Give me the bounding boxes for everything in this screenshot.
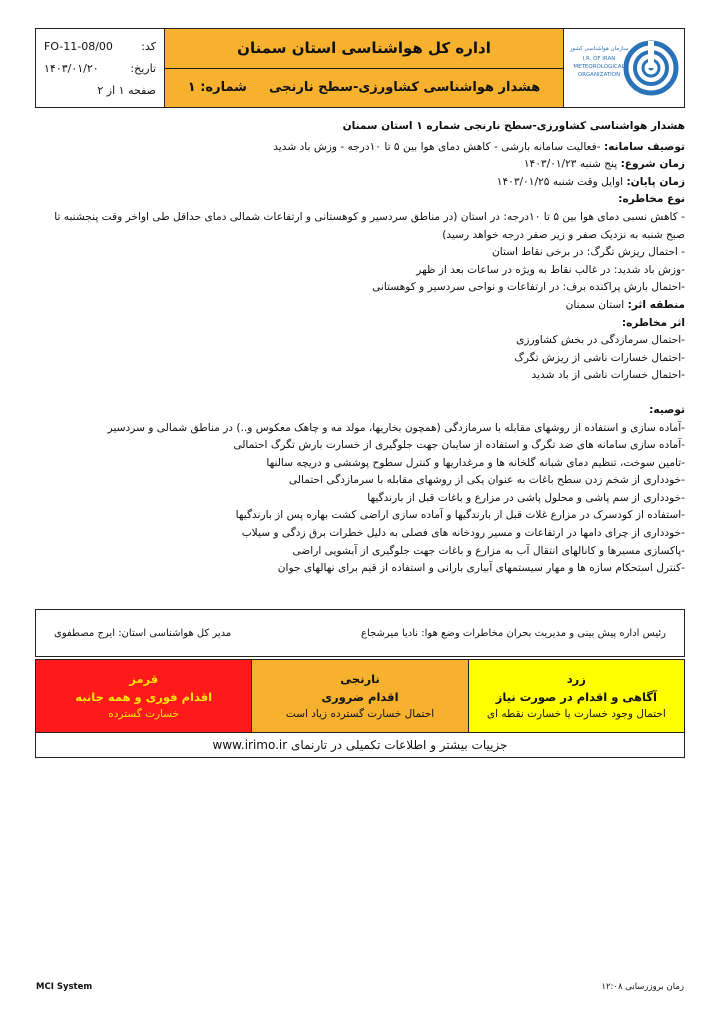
system-description	[35, 139, 685, 157]
hazard-type-label: نوع مخاطره:	[618, 193, 685, 206]
header-subtitle: هشدار هواشناسی کشاورزی-سطح نارنجی	[268, 80, 541, 96]
footer-system-name: MCI System	[36, 982, 93, 992]
warning-body	[35, 118, 685, 578]
region-text: استان سمنان	[565, 298, 628, 311]
system-text: -فعالیت سامانه بارشی - کاهش دمای هوا بین ۵ تا ۱۰درجه - وزش باد شدید	[273, 140, 604, 153]
code-row	[44, 40, 156, 53]
logo-text-fa: سازمان هواشناسی کشور	[569, 46, 629, 52]
document-header	[35, 28, 685, 108]
advice-item: -استفاده از کودسرک در مزارع غلات قبل از بارندگیها و آماده سازی اراضی کشت بهاره پس از بارندگیها	[235, 509, 685, 522]
legend-red-title: قرمز	[129, 672, 159, 686]
effect-item: -احتمال سرمازدگی در بخش کشاورزی	[516, 334, 685, 347]
header-meta-cell	[36, 29, 164, 107]
advice-item: -آماده سازی و استفاده از روشهای مقابله با سرمازدگی (همچون بخاریها، مولد مه و چاهک معکوس و..) در مناطق شمالی و سردسیر	[107, 421, 685, 434]
legend-yellow-subtitle: آگاهی و اقدام در صورت نیاز	[495, 690, 657, 704]
end-text: اوایل وقت شنبه ۱۴۰۳/۰۱/۲۵	[496, 175, 627, 188]
advice-item: -خودداری از سم پاشی و محلول پاشی در مزارع و باغات قبل از بارندگیها	[367, 491, 685, 504]
logo-cell	[563, 29, 684, 107]
start-label: زمان شروع:	[620, 158, 685, 171]
affected-region	[35, 297, 685, 315]
legend-red-text: خسارت گسترده	[108, 708, 180, 720]
legend-orange-title: نارنجی	[340, 672, 380, 686]
meteorological-organization-logo	[569, 36, 679, 100]
start-time	[35, 156, 685, 174]
effect-item: -احتمال خسارات ناشی از ریزش تگرگ	[514, 351, 685, 364]
date-label: تاریخ:	[130, 61, 156, 75]
date-value: ۱۴۰۳/۰۱/۲۰	[44, 61, 99, 75]
page-indicator: صفحه ۱ از ۲	[97, 83, 156, 97]
more-info-text: جزییات بیشتر و اطلاعات تکمیلی در تارنمای www.irimo.ir	[212, 738, 508, 752]
advice-item: -خودداری از شخم زدن سطح باغات به عنوان یکی از روشهای مقابله با سرمازدگی احتمالی	[288, 474, 685, 487]
legend-yellow-title: زرد	[566, 672, 586, 686]
legend-orange-text: احتمال خسارت گسترده زیاد است	[285, 708, 435, 720]
hazard-item: -احتمال بارش پراکنده برف: در ارتفاعات و نواحی سردسیر و کوهستانی	[372, 281, 685, 294]
hazard-item: -وزش باد شدید: در غالب نقاط به ویژه در ساعات بعد از ظهر	[416, 263, 685, 276]
head-label: رئیس اداره پیش بینی و مدیریت بحران مخاطرات وضع هوا:	[421, 627, 666, 639]
more-info-row	[35, 733, 685, 758]
spacer	[35, 385, 685, 402]
logo-text-en-1: I.R. OF IRAN	[582, 56, 616, 62]
end-label: زمان پایان:	[626, 175, 685, 188]
head-signature	[361, 628, 666, 639]
end-time	[35, 174, 685, 192]
header-subtitle-row	[165, 69, 563, 108]
legend-red-subtitle: اقدام فوری و همه جانبه	[75, 690, 213, 704]
legend-orange	[251, 660, 467, 732]
code-label: کد:	[141, 39, 156, 53]
date-row	[44, 62, 156, 75]
footer-update-time: زمان بروزرسانی ۱۲:۰۸	[601, 982, 684, 992]
advice-label: توصیه:	[649, 403, 685, 416]
hazard-item: - احتمال ریزش تگرگ: در برخی نقاط استان	[491, 246, 685, 259]
hazard-item: - کاهش نسبی دمای هوا بین ۵ تا ۱۰درجه: در استان (در مناطق سردسیر و کوهستانی و ارتفاعات شمالی دمای حداقل طی اواخر وقت پنجشنبه تا صبح شنبه به نزدیک صفر و زیر صفر درجه خواهد رسید)	[54, 210, 685, 241]
advice-item: -خودداری از چرای دامها در ارتفاعات و مسیر رودخانه های فصلی به دلیل خطرات برق زدگی و سیلاب	[241, 527, 685, 540]
legend-yellow-text: احتمال وجود خسارت یا خسارت نقطه ای	[486, 708, 666, 720]
page-title: اداره کل هواشناسی استان سمنان	[165, 29, 563, 69]
legend-red	[36, 660, 251, 732]
legend-yellow	[468, 660, 684, 732]
advice-item: -تامین سوخت، تنظیم دمای شبانه گلخانه ها و مرغداریها و کنترل سطوح پوششی و دریچه سالنها	[266, 456, 685, 469]
page-row	[44, 84, 156, 97]
warning-level-legend	[35, 659, 685, 733]
header-title-cell	[164, 29, 563, 107]
system-label: توصیف سامانه:	[603, 140, 685, 153]
logo-text-en-2: METEOROLOGICAL	[573, 64, 625, 70]
director-label: مدیر کل هواشناسی استان:	[118, 627, 232, 639]
advice-item: -کنترل استحکام سازه ها و مهار سیستمهای آبیاری بارانی و استفاده از قیم برای نهالهای جوان	[277, 562, 685, 575]
effect-label: اثر مخاطره:	[621, 316, 685, 329]
effect-item: -احتمال خسارات ناشی از باد شدید	[531, 369, 685, 382]
advice-item: -پاکسازی مسیرها و کانالهای انتقال آب به مزارع و باغات جهت جلوگیری از آبشویی اراضی	[292, 544, 685, 557]
advice-item: -آماده سازی سامانه های ضد تگرگ و استفاده از سایبان جهت جلوگیری از خسارت بارش تگرگ احتمالی	[233, 439, 685, 452]
region-label: منطقه اثر:	[627, 298, 685, 311]
head-name: نادیا میرشجاع	[361, 627, 419, 639]
code-value: FO-11-08/00	[44, 39, 113, 53]
main-title: هشدار هواشناسی کشاورزی-سطح نارنجی شماره ۱ استان سمنان	[342, 120, 685, 132]
start-text: پنج شنبه ۱۴۰۳/۰۱/۲۳	[523, 158, 621, 171]
header-number: شماره: ۱	[187, 80, 247, 96]
director-name: ایرج مصطفوی	[54, 627, 115, 639]
legend-orange-subtitle: اقدام ضروری	[321, 690, 399, 704]
signature-box	[35, 609, 685, 657]
director-signature	[54, 628, 231, 639]
logo-text-en-3: ORGANIZATION	[577, 72, 621, 78]
